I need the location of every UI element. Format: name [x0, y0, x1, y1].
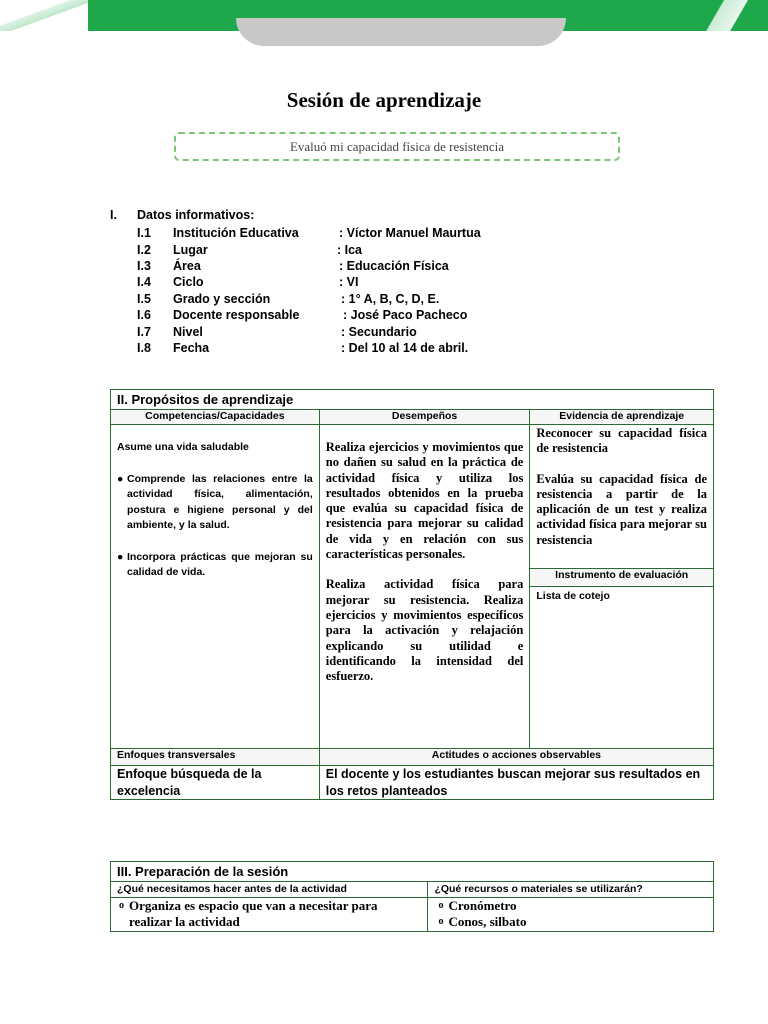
info-value: : VI [339, 275, 359, 289]
info-num: I.4 [137, 275, 151, 289]
recurso-item [438, 898, 707, 914]
info-num: I.2 [137, 243, 151, 257]
info-value: : José Paco Pacheco [343, 308, 468, 322]
info-label: Nivel [173, 325, 203, 339]
subtitle-text: Evaluó mi capacidad física de resistencia [289, 138, 505, 154]
section-iii-heading: III. Preparación de la sesión [111, 862, 714, 882]
session-subtitle [174, 132, 620, 161]
info-value: : Educación Física [339, 259, 449, 273]
bullet-icon: o [438, 916, 444, 927]
bullet-icon: o [438, 900, 444, 911]
preparacion-table [110, 861, 714, 932]
actitud-value: El docente y los estudiantes buscan mejorar sus resultados en los retos planteados [319, 766, 713, 800]
recurso-text: Conos, silbato [448, 914, 527, 929]
antes-text: Organiza es espacio que van a necesitar para realizar la actividad [129, 898, 378, 929]
header-decoration-right [690, 0, 768, 31]
col-header-competencias: Competencias/Capacidades [111, 410, 320, 425]
page-title: Sesión de aprendizaje [286, 88, 482, 112]
antes-item [119, 898, 421, 930]
competencia-text: Asume una vida saludable [117, 441, 249, 453]
info-value: : Víctor Manuel Maurtua [339, 226, 481, 240]
evidencia-text: Reconocer su capacidad física de resistencia [536, 426, 707, 456]
info-value: : Secundario [341, 325, 417, 339]
bullet-icon: o [119, 900, 124, 911]
info-value: : 1° A, B, C, D, E. [341, 292, 440, 306]
info-label: Fecha [173, 341, 210, 355]
col-header-desempenos: Desempeños [319, 410, 530, 425]
capacidad-item [117, 472, 313, 534]
actitudes-label: Actitudes o acciones observables [319, 749, 713, 766]
desempeno-text: Realiza ejercicios y movimientos que no dañen su salud en la práctica de actividad física y utiliza los resultados obtenidos en la prueba que evalúa su capacidad física de resistencia para mejorar su calidad de vida y en relación con sus características personales. [325, 440, 524, 562]
capacidad-text: Incorpora prácticas que mejoran su calidad de vida. [127, 550, 313, 578]
bullet-icon: ● [117, 550, 124, 563]
recurso-text: Cronómetro [448, 898, 517, 913]
recurso-item [438, 914, 707, 930]
info-value: : Ica [337, 243, 363, 257]
antes-cell [111, 898, 428, 932]
competencias-cell [111, 425, 320, 749]
desempeno-text: Realiza actividad física para mejorar su resistencia. Realiza ejercicios y movimientos específicos para la activación y relajación explicando su utilidad e identificando la intensidad del esfuerzo. [325, 577, 524, 684]
info-num: I.7 [137, 325, 151, 339]
capacidad-text: Comprende las relaciones entre la actividad física, alimentación, postura e higiene personal y del ambiente, y la salud. [127, 472, 313, 531]
info-num: I.5 [137, 292, 151, 306]
enfoque-value: Enfoque búsqueda de la excelencia [111, 766, 320, 800]
propositos-table [110, 389, 714, 800]
instrumento-label: Instrumento de evaluación [530, 569, 714, 587]
info-label: Docente responsable [173, 308, 300, 322]
info-num: I.8 [137, 341, 151, 355]
header-tab-shape [236, 18, 566, 46]
section-i-number: I. [110, 208, 117, 222]
info-label: Área [173, 259, 201, 273]
desempenos-cell [319, 425, 530, 749]
instrumento-value: Lista de cotejo [530, 587, 714, 749]
info-label: Ciclo [173, 275, 204, 289]
info-value: : Del 10 al 14 de abril. [341, 341, 469, 355]
col-header-antes: ¿Qué necesitamos hacer antes de la actividad [111, 882, 428, 898]
col-header-recursos: ¿Qué recursos o materiales se utilizarán? [428, 882, 714, 898]
capacidad-item [117, 550, 313, 581]
header-decoration-left [0, 0, 88, 31]
col-header-evidencia: Evidencia de aprendizaje [530, 410, 714, 425]
info-num: I.3 [137, 259, 151, 273]
evidencia-text: Evalúa su capacidad física de resistencia a partir de la aplicación de un test y realiza actividad física para mejorar su resistencia [536, 471, 707, 547]
info-label: Lugar [173, 243, 208, 257]
recursos-cell [428, 898, 714, 932]
bullet-icon: ● [117, 472, 124, 485]
section-i-title: Datos informativos: [137, 208, 255, 222]
section-i-heading [110, 208, 255, 222]
enfoques-label: Enfoques transversales [111, 749, 320, 766]
info-label: Institución Educativa [173, 226, 299, 240]
section-ii-heading: II. Propósitos de aprendizaje [111, 390, 714, 410]
info-num: I.1 [137, 226, 151, 240]
evidencia-cell [530, 425, 714, 569]
info-num: I.6 [137, 308, 151, 322]
info-label: Grado y sección [173, 292, 271, 306]
